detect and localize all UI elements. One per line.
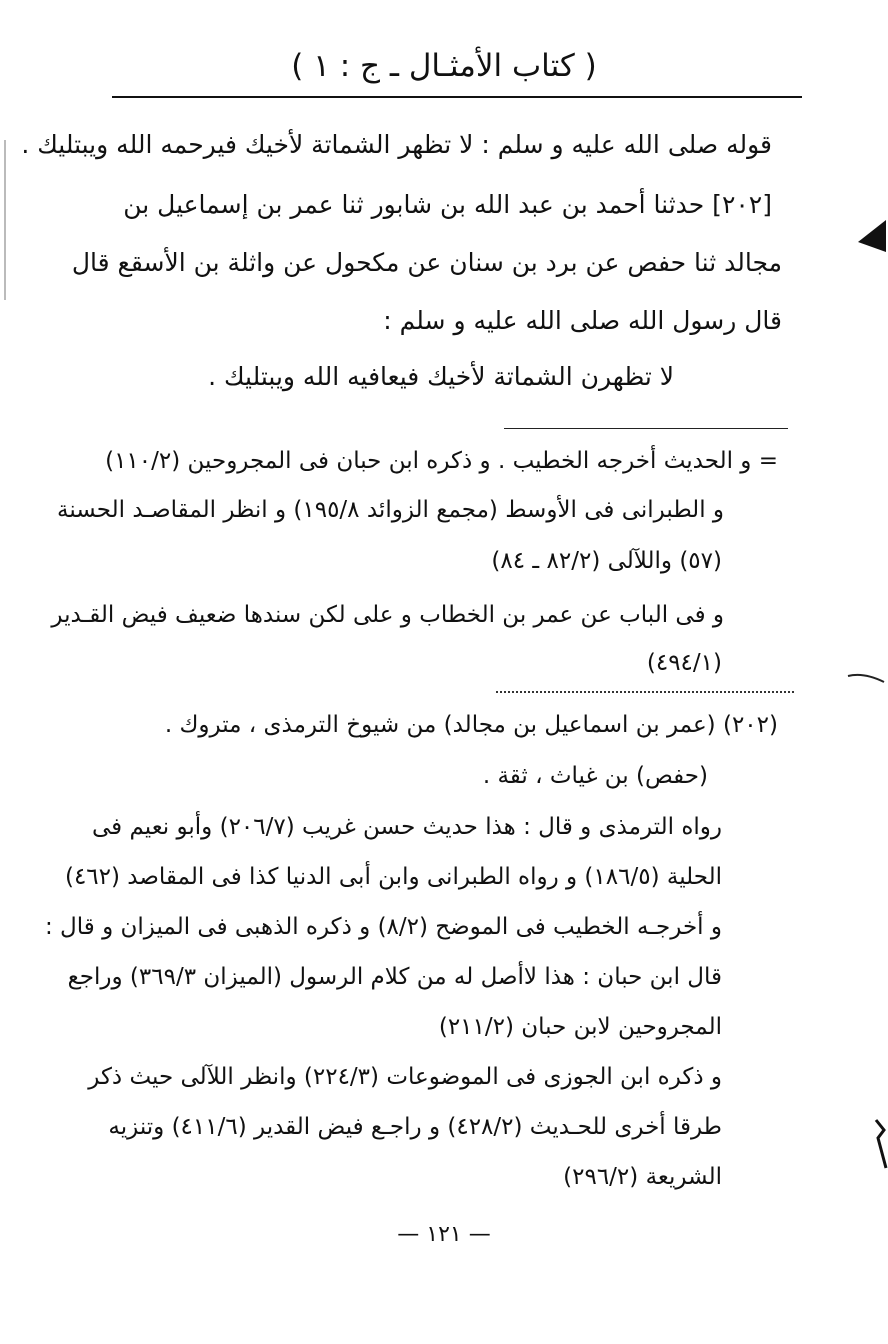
footnote-2-line-5: و أخرجـه الخطيب فى الموضح (٨/٢) و ذكره الذهبى فى الميزان و قال : — [44, 914, 722, 940]
footnote-1-line-5: (٤٩٤/١) — [646, 650, 722, 676]
footnote-2-line-3: رواه الترمذى و قال : هذا حديث حسن غريب (٢٠٦/٧) وأبو نعيم فى — [91, 814, 722, 840]
margin-tick-icon — [846, 668, 886, 692]
footnote-2-line-1: (٢٠٢) (عمر بن اسماعيل بن مجالد) من شيوخ الترمذى ، متروك . — [164, 712, 778, 738]
footnote-2-line-4: الحلية (١٨٦/٥) و رواه الطبرانى وابن أبى الدنيا كذا فى المقاصد (٤٦٢) — [64, 864, 722, 890]
page-number: — ١٢١ — — [397, 1222, 491, 1247]
header-rule — [112, 96, 802, 98]
footnote-1-line-4: و فى الباب عن عمر بن الخطاب و على لكن سندها ضعيف فيض القـدير — [51, 602, 724, 628]
footnote-2-line-2: (حفص) بن غياث ، ثقة . — [482, 763, 708, 789]
main-line-2: [٢٠٢] حدثنا أحمد بن عبد الله بن شابور ثنا عمر بن إسماعيل بن — [123, 190, 772, 219]
footnote-1-line-2: و الطبرانى فى الأوسط (مجمع الزوائد ١٩٥/٨) و انظر المقاصـد الحسنة — [56, 497, 724, 523]
left-edge-shadow — [4, 140, 6, 300]
footnote-2-line-8: و ذكره ابن الجوزى فى الموضوعات (٢٢٤/٣) وانظر اللآلى حيث ذكر — [88, 1064, 722, 1090]
main-line-5: لا تظهرن الشماتة لأخيك فيعافيه الله ويبتليك . — [208, 362, 674, 391]
margin-fold-icon — [872, 1110, 888, 1170]
footnote-dashed-divider — [496, 691, 794, 693]
footnote-divider — [504, 428, 788, 429]
footnote-1-line-3: (٥٧) واللآلى (٨٢/٢ ـ ٨٤) — [491, 548, 722, 574]
footnote-2-line-10: الشريعة (٢٩٦/٢) — [563, 1164, 722, 1190]
footnote-2-line-9: طرقا أخرى للحـديث (٤٢٨/٢) و راجـع فيض القدير (٤١١/٦) وتنزيه — [108, 1114, 722, 1140]
footnote-2-line-7: المجروحين لابن حبان (٢١١/٢) — [438, 1014, 722, 1040]
main-line-3: مجالد ثنا حفص عن برد بن سنان عن مكحول عن واثلة بن الأسقع قال — [71, 248, 782, 277]
footnote-2-line-6: قال ابن حبان : هذا لاأصل له من كلام الرسول (الميزان ٣٦٩/٣) وراجع — [67, 964, 722, 990]
running-header: ( كتاب الأمثـال ـ ج : ١ ) — [291, 48, 597, 84]
footnote-1-line-1: = و الحديث أخرجه الخطيب . و ذكره ابن حبان فى المجروحين (١١٠/٢) — [105, 448, 778, 474]
main-line-1: قوله صلى الله عليه و سلم : لا تظهر الشماتة لأخيك فيرحمه الله ويبتليك . — [21, 130, 772, 159]
margin-arrow-icon — [856, 216, 888, 256]
main-line-4: قال رسول الله صلى الله عليه و سلم : — [383, 306, 782, 335]
